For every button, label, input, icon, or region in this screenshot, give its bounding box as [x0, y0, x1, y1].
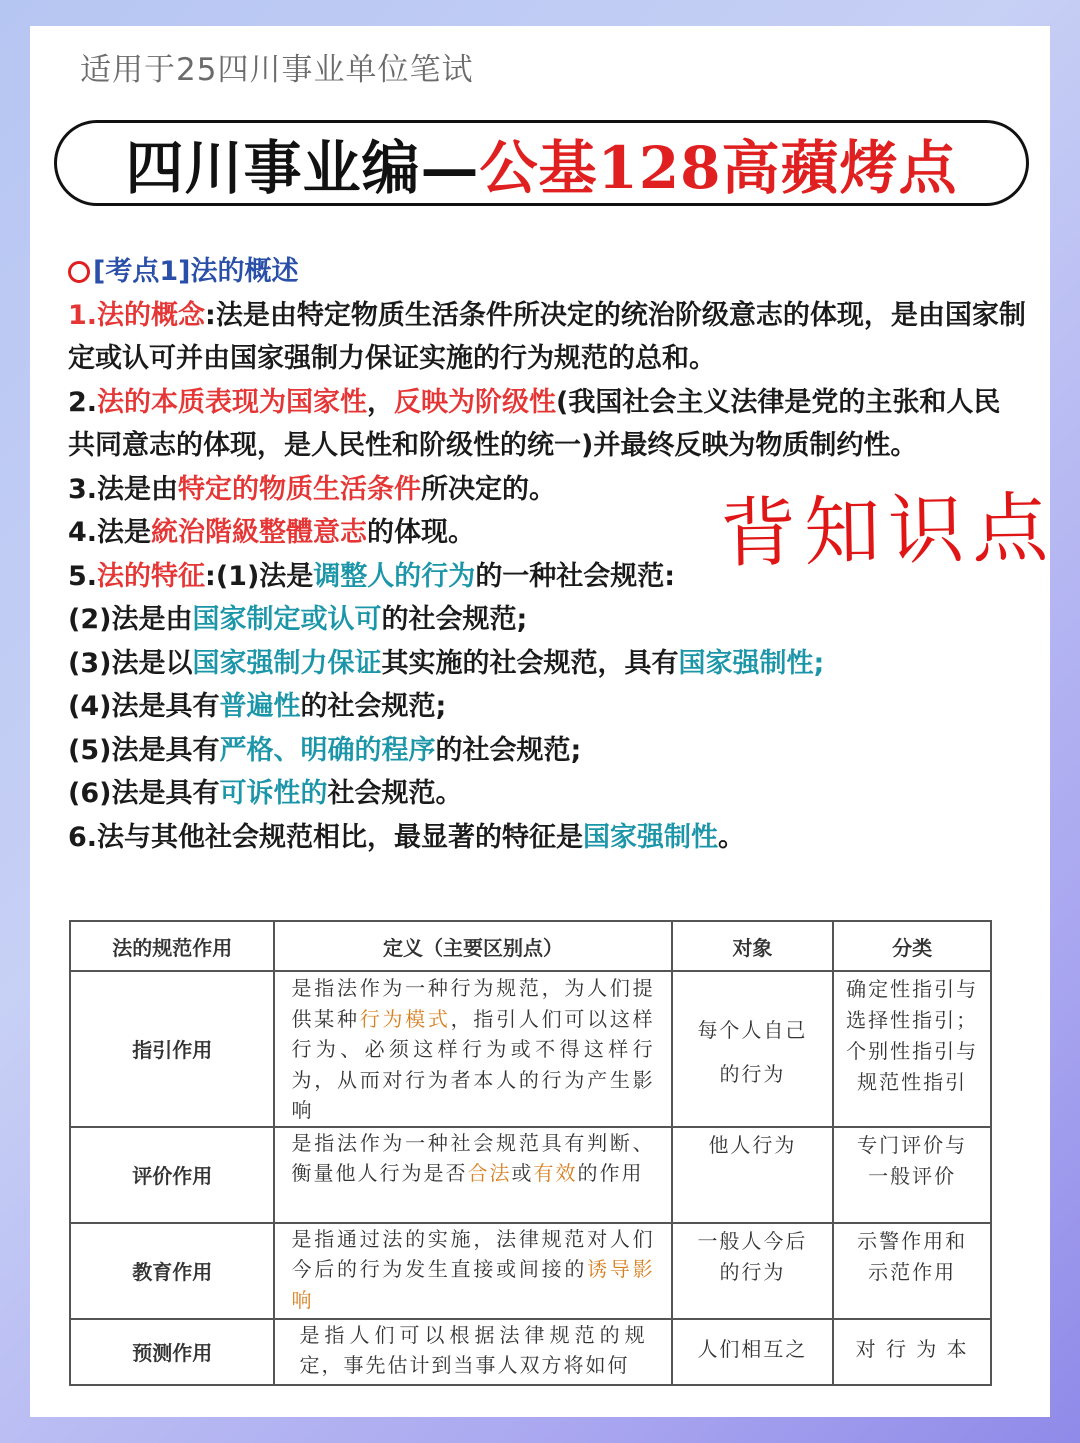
- feature-4: [68, 685, 1028, 729]
- row-classification: 示警作用和示范作用: [833, 1223, 991, 1319]
- p2-red2: 反映为阶级性: [394, 386, 557, 418]
- table-header: 定义（主要区别点）: [274, 921, 671, 971]
- page-title: [54, 120, 1029, 206]
- p5-pre: :(1)法是: [205, 560, 314, 592]
- row-definition: 是指人们可以根据法律规范的规定，事先估计到当事人双方将如何: [274, 1319, 671, 1385]
- row-name: 教育作用: [70, 1223, 274, 1319]
- f4-pre: (4)法是具有: [68, 691, 220, 722]
- def-text: 是指法作为一种社会规范具有判断、衡量他人行为是否: [291, 1130, 655, 1185]
- row-classification: 专门评价与一般评价: [833, 1127, 991, 1223]
- row-object: 他人行为: [672, 1127, 834, 1223]
- circle-icon: [68, 261, 90, 283]
- table-header-row: [70, 921, 991, 971]
- p2-red1: 法的本质表现为国家性: [97, 386, 368, 418]
- f3-mid: 其实施的社会规范，具有: [381, 647, 679, 679]
- section-heading: [68, 250, 1028, 294]
- def-highlight: 行为模式: [359, 1006, 451, 1031]
- f2-pre: (2)法是由: [68, 604, 193, 635]
- table-header: 法的规范作用: [70, 921, 274, 971]
- table-row: [70, 1127, 991, 1223]
- table-header: 分类: [833, 921, 991, 971]
- feature-2: [68, 598, 1028, 642]
- f2-post: 的社会规范;: [381, 604, 528, 635]
- f4-post: 的社会规范;: [300, 691, 447, 722]
- paragraph-2: [68, 381, 1023, 468]
- row-name: 指引作用: [70, 971, 274, 1127]
- p5-teal: 调整人的行为: [313, 560, 476, 592]
- row-classification: 对 行 为 本: [833, 1319, 991, 1385]
- row-object: 一般人今后的行为: [672, 1223, 834, 1319]
- p3-post: 所决定的。: [421, 473, 557, 505]
- p1-text: :法是由特定物质生活条件所决定的统治阶级意志的体现，是由国家制定或认可并由国家强制力保证实施的行为规范的总和。: [68, 299, 1026, 374]
- f3-pre: (3)法是以: [68, 647, 193, 679]
- feature-3: [68, 642, 1028, 686]
- table-row: [70, 971, 991, 1127]
- row-object: 每个人自己的行为: [672, 971, 834, 1127]
- p4-post: 的体现。: [367, 517, 476, 548]
- row-definition: [274, 1223, 671, 1319]
- subtitle-note: 适用于25四川事业单位笔试: [80, 52, 474, 88]
- f5-post: 的社会规范;: [435, 734, 582, 766]
- p1-label: 1.法的概念: [68, 299, 206, 331]
- f5-pre: (5)法是具有: [68, 734, 220, 766]
- def-highlight: 诱导影响: [291, 1257, 655, 1312]
- p6-post: 。: [718, 821, 746, 853]
- table-header: 对象: [672, 921, 834, 971]
- f6-pre: (6)法是具有: [68, 778, 220, 809]
- table-row: [70, 1319, 991, 1385]
- table-row: [70, 1223, 991, 1319]
- p3-pre: 3.法是由: [68, 473, 179, 505]
- p4-red: 統治階級整體意志: [151, 517, 368, 548]
- p2-sep: ，: [367, 386, 395, 418]
- def-text: 的作用: [577, 1161, 644, 1185]
- row-definition: [274, 971, 671, 1127]
- p6-teal: 国家强制性: [583, 821, 719, 853]
- p3-red: 特定的物质生活条件: [178, 473, 422, 505]
- def-highlight: 有效: [533, 1161, 578, 1185]
- p2-num: 2.: [68, 386, 98, 418]
- p4-pre: 4.法是: [68, 517, 152, 548]
- paragraph-6: [68, 816, 1028, 860]
- row-classification: 确定性指引与选择性指引；个别性指引与规范性指引: [833, 971, 991, 1127]
- row-name: 预测作用: [70, 1319, 274, 1385]
- def-text: 或: [511, 1161, 534, 1185]
- def-text: ，指引人们可以这样行为、必须这样行为或不得这样行为，从而对行为者本人的行为产生影响: [291, 1006, 655, 1122]
- feature-5: [68, 729, 1028, 773]
- f5-teal: 严格、明确的程序: [219, 734, 436, 766]
- f3-teal1: 国家强制力保证: [192, 647, 382, 679]
- def-text: 是指通过法的实施，法律规范对人们今后的行为发生直接或间接的: [291, 1226, 655, 1281]
- handwritten-stamp: 背知识点: [719, 483, 1057, 578]
- def-text: 是指法作为一种行为规范，为人们提供某种: [291, 976, 655, 1031]
- norm-function-table: [69, 920, 992, 1386]
- f4-teal: 普遍性: [219, 691, 301, 722]
- feature-6: [68, 772, 1028, 816]
- row-object: 人们相互之: [672, 1319, 834, 1385]
- f6-post: 社会规范。: [327, 778, 463, 809]
- row-definition: [274, 1127, 671, 1223]
- title-black-part: 四川事业编—: [125, 134, 480, 202]
- title-red-part: 公基128高蘋烤点: [479, 134, 958, 202]
- section-heading-text: [考点1]法的概述: [93, 256, 299, 287]
- paragraph-1: [68, 294, 1028, 381]
- def-highlight: 合法: [467, 1161, 512, 1185]
- p5-post: 的一种社会规范:: [475, 560, 676, 592]
- p5-num: 5.: [68, 560, 98, 592]
- p5-red: 法的特征: [97, 560, 206, 592]
- f6-teal: 可诉性的: [219, 778, 328, 809]
- row-name: 评价作用: [70, 1127, 274, 1223]
- p2-text: (我国社会主义法律是党的主张和人民共同意志的体现，是人民性和阶级性的统一)并最终反映为物质制约性。: [68, 386, 1001, 461]
- f3-teal2: 国家强制性;: [678, 647, 825, 679]
- p6-pre: 6.法与其他社会规范相比，最显著的特征是: [68, 821, 584, 853]
- f2-teal: 国家制定或认可: [192, 604, 382, 635]
